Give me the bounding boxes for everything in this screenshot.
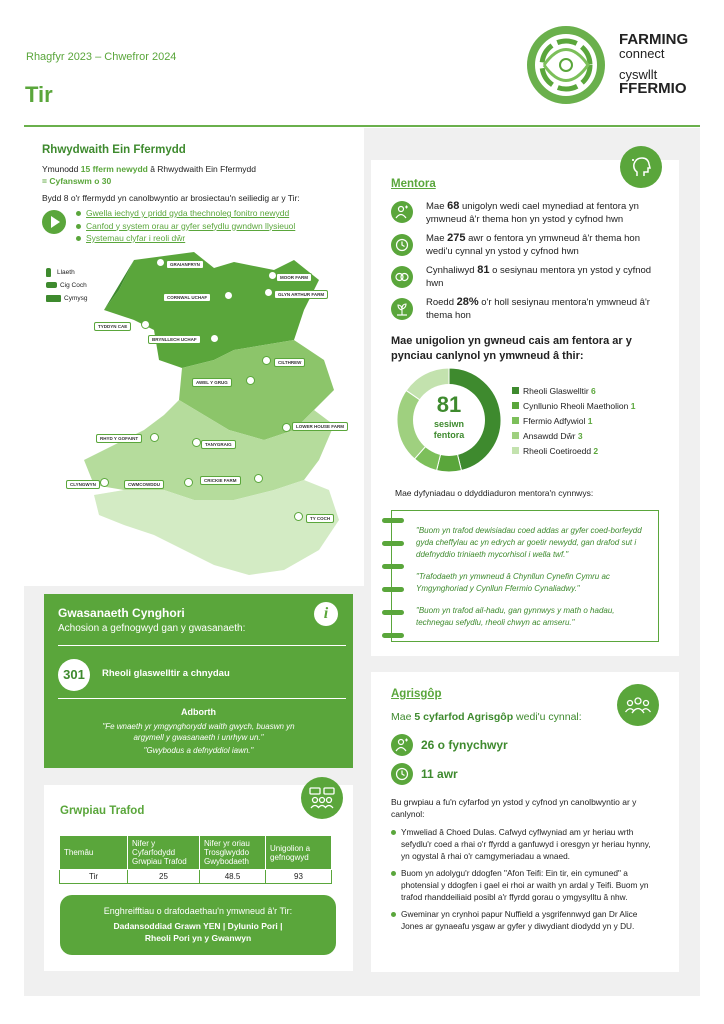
farm-label-tyddyn-cae[interactable]: TYDDYN CAE [94,322,131,331]
person-add-icon [391,734,413,756]
mentoring-stat-2: Mae 275 awr o fentora yn ymwneud â'r thema hon wedi'u cynnal yn ystod y cyfnod hwn [426,232,640,257]
farm-label-tanygraig[interactable]: TANYGRAIG [201,440,236,449]
project-link-water[interactable]: Systemau clyfar i reoli dŵr [76,232,295,245]
examples-line-1: Dadansoddiad Grawn YEN | Dylunio Pori | [113,921,283,931]
table-header: Nifer y Cyfarfodydd Grwpiau Trafod [128,836,200,870]
notebook-ring [382,587,404,592]
network-panel [24,128,364,586]
discussion-title: Grwpiau Trafod [60,805,145,817]
legend-label: Rheoli Glaswelltir [523,386,592,396]
agrisgop-bullets [391,826,661,932]
wales-map [64,250,364,580]
legend-mixed: Cymysg [46,292,87,305]
advisory-subtitle: Achosion a gefnogwyd gan y gwasanaeth: [58,623,246,634]
conversation-icon [391,266,413,288]
map-pin [294,512,303,521]
legend-label: Rheoli Coetiroedd [523,446,594,456]
legend-entry [512,384,635,399]
network-title: Rhwydwaith Ein Ffermydd [42,144,186,156]
legend-label: Cynllunio Rheoli Maetholion [523,401,631,411]
map-pin [262,356,271,365]
farm-label-cilthrew[interactable]: CILTHREW [274,358,305,367]
farm-label-ty-coch[interactable]: TY COCH [306,514,334,523]
legend-label: Ansawdd Dŵr [523,431,578,441]
agrisgop-meetings: Mae 5 cyfarfod Agrisgôp wedi'u cynnal: [391,711,582,723]
agrisgop-attendees: 26 o fynychwyr [421,738,508,752]
testimonials-intro: Mae dyfyniadau o ddyddiaduron mentora'n cynnwys: [395,488,594,498]
mentoring-stat-4: Roedd 28% o'r holl sesiynau mentora'n ymwneud â'r thema hon [426,296,650,321]
farming-connect-logo [524,24,706,106]
notebook-ring [382,541,404,546]
donut-center-label-1: sesiwn [433,419,464,429]
network-line1: Ymunodd 15 fferm newydd â Rhwydwaith Ein Ffermydd [42,164,257,174]
discussion-group-icon [301,777,343,819]
legend-label: Ffermio Adfywiol [523,416,588,426]
advisory-panel [44,594,353,768]
legend-value: 1 [587,416,593,426]
map-pin [264,288,273,297]
list-item: Gweminar yn crynhoi papur Nuffield a ysgrifennwyd gan Dr Alice Jones ar gynaeafu ysgaw ar gyfer y diwydiant diodydd yn y DU. [391,908,661,932]
list-item: Buom yn adolygu'r ddogfen "Afon Teifi: Ein tir, ein cymuned" a photensial y ddogfen i gael ei rhoi ar waith yn ardal y Teifi. Buom yn trafod rhanddeiliaid posibl a'r ffyrdd gorau o ymgysylltu â nhw. [391,867,661,903]
clock-icon [391,234,413,256]
donut-center-label-2: fentora [433,430,465,440]
map-pin [282,423,291,432]
discussion-examples-box [60,895,336,955]
mentoring-stat-3: Cynhaliwyd 81 o sesiynau mentora yn ystod y cyfnod hwn [426,264,652,289]
cow-icon [46,282,57,288]
discussion-panel [44,785,353,971]
legend-swatch [512,447,519,454]
person-add-icon [391,201,413,223]
map-pin [156,258,165,267]
farm-label-awel-y-grug[interactable]: AWEL Y GRUG [192,378,232,387]
advisory-count-label: Rheoli glaswelltir a chnydau [102,668,230,679]
testimonial-quote-3: "Buom yn trafod ail-hadu, gan gynnwys y math o hadau, technegau sefydlu, rheoli chwyn ac amseru." [416,606,615,627]
feedback-title: Adborth [181,707,216,717]
date-range: Rhagfyr 2023 – Chwefror 2024 [26,51,177,63]
clock-icon [391,763,413,785]
agrisgop-panel [371,672,679,972]
legend-value: 2 [593,446,599,456]
table-row [60,870,332,884]
map-pin [210,334,219,343]
farm-label-clyngwyn[interactable]: CLYNGWYN [66,480,100,489]
header-divider [24,125,700,127]
network-line3: Bydd 8 o'r ffermydd yn canolbwyntio ar brosiectau'n seiliedig ar y Tir: [42,193,300,203]
legend-value: 6 [591,386,596,396]
map-pin [254,474,263,483]
mentoring-panel [371,160,679,656]
mixed-farm-icon [46,295,61,302]
notebook-ring [382,518,404,523]
play-icon[interactable] [42,210,66,234]
milk-bottle-icon [46,268,51,277]
logo-line3: cyswllt [619,67,658,82]
examples-line-2: Rheoli Pori yn y Gwanwyn [144,933,252,943]
map-pin [184,478,193,487]
page-title: Tir [25,82,53,107]
farm-label-glyn-arthur-farm[interactable]: GLYN ARTHUR FARM [274,290,328,299]
advisory-divider-2 [58,698,346,699]
table-cell: 25 [128,870,200,884]
project-link-soil[interactable]: Gwella iechyd y pridd gyda thechnoleg fonitro newydd [76,207,295,220]
table-cell: 48.5 [200,870,266,884]
list-item: Ymweliad â Choed Dulas. Cafwyd cyflwyniad am yr heriau wrth sefydlu'r coed a rhai o'r ffyrdd a ganfuwyd i oresgyn yr heriau hynny, yn ogystal â rhai o'r camgymeriadau a wnaed. [391,826,661,862]
map-pin [150,433,159,442]
notebook-ring [382,610,404,615]
testimonial-quote-2: "Trafodaeth yn ymwneud â Chynllun Cynefin Cymru ac Ymgynghoriad y Cynllun Ffermio Cynaliadwy." [416,572,610,593]
farm-label-graianfryn[interactable]: GRAIANFRYN [166,260,204,269]
farm-label-crickie-farm[interactable]: CRICKIE FARM [200,476,241,485]
agrisgop-hours: 11 awr [421,767,458,781]
feedback-quote-2: "Gwybodus a defnyddiol iawn." [143,746,254,755]
farm-label-moor-farm[interactable]: MOOR FARM [276,273,312,282]
project-links [76,207,295,245]
legend-swatch [512,417,519,424]
advisory-divider [58,645,346,646]
legend-value: 3 [577,431,583,441]
donut-legend [512,384,635,459]
table-header: Themâu [60,836,128,870]
mentoring-title: Mentora [391,178,436,190]
agrisgop-intro: Bu grwpiau a fu'n cyfarfod yn ystod y cyfnod yn canolbwyntio ar y canlynol: [391,797,637,819]
map-pin [246,376,255,385]
map-pin [141,320,150,329]
mentoring-stat-1: Mae 68 unigolyn wedi cael mynediad at fentora yn ymwneud â'r thema hon yn ystod y cyfnod hwn [426,200,639,225]
legend-entry [512,429,635,444]
mentoring-head-icon [620,146,662,188]
mentoring-subtitle: Mae unigolion yn gwneud cais am fentora ar y pynciau canlynol yn ymwneud â thir: [391,335,632,362]
sprout-icon [391,298,413,320]
legend-entry [512,399,635,414]
testimonials-box [391,510,659,642]
map-pin [192,438,201,447]
legend-entry [512,414,635,429]
logo-ring-icon [524,24,608,106]
group-people-icon [617,684,659,726]
legend-swatch [512,402,519,409]
farm-label-brynllech-uchaf[interactable]: BRYNLLECH UCHAF [148,335,201,344]
feedback-quote-1: "Fe wnaeth yr ymgynghorydd waith gwych, buaswn yn argymell y gwasanaeth i unrhyw un." [102,722,295,742]
logo-line4: FFERMIO [619,80,687,97]
advisory-title: Gwasanaeth Cynghori [58,606,185,620]
legend-entry [512,444,635,459]
examples-title: Enghreifftiau o drafodaethau'n ymwneud â'r Tir: [103,906,293,916]
testimonial-quote-1: "Buom yn trafod dewisiadau coed addas ar gyfer coed-borfeydd gyda cheffylau ac yn edrych ar goetir newydd, gan drafod sut i ddefnyddio triniaeth mycorhisol i wella twf." [416,526,642,559]
info-icon[interactable]: i [314,602,338,626]
farm-label-cwmcowddu[interactable]: CWMCOWDDU [124,480,164,489]
network-total: = Cyfanswm o 30 [42,176,112,186]
legend-red-meat: Cig Coch [46,279,87,292]
advisory-count-badge: 301 [58,659,90,691]
table-header: Unigolion a gefnogwyd [266,836,332,870]
map-pin [224,291,233,300]
legend-swatch [512,387,519,394]
notebook-ring [382,564,404,569]
discussion-table [59,835,332,884]
farm-label-lower-house-farm[interactable]: LOWER HOUSE FARM [292,422,348,431]
agrisgop-title: Agrisgôp [391,688,442,700]
table-cell: Tir [60,870,128,884]
farm-label-cornwal-uchaf[interactable]: CORNWAL UCHAF [163,293,211,302]
project-link-sward[interactable]: Canfod y system orau ar gyfer sefydlu gwndwn llysieuol [76,220,295,233]
donut-center-number: 81 [436,392,462,417]
map-pin [100,478,109,487]
table-cell: 93 [266,870,332,884]
legend-dairy: Llaeth [46,266,87,279]
table-header: Nifer yr oriau Trosglwyddo Gwybodaeth [200,836,266,870]
farm-label-rhyd-y-gofaint[interactable]: RHYD Y GOFAINT [96,434,142,443]
logo-line2: connect [619,46,665,61]
notebook-ring [382,633,404,638]
legend-value: 1 [630,401,636,411]
logo-line1: FARMING [619,31,689,48]
legend-swatch [512,432,519,439]
